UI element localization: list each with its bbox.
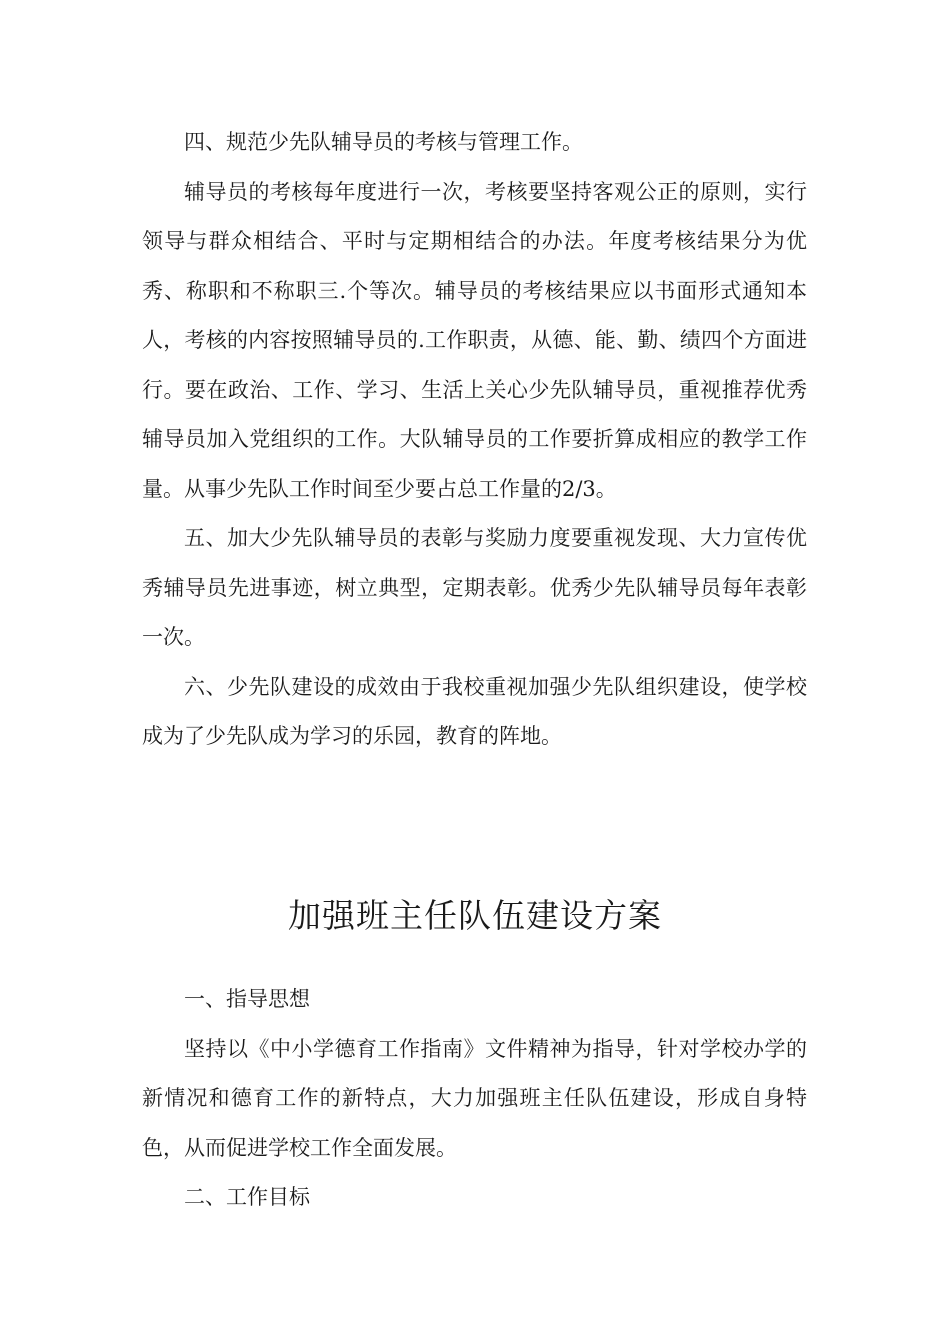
document-section-pioneer-counselors — [142, 118, 807, 762]
document-section-head-teachers — [142, 975, 807, 1223]
paragraph-effectiveness: 六、少先队建设的成效由于我校重视加强少先队组织建设，使学校成为了少先队成为学习的乐园，教育的阵地。 — [142, 674, 807, 748]
heading-assessment-management: 四、规范少先队辅导员的考核与管理工作。 — [184, 130, 583, 154]
paragraph-commendation: 五、加大少先队辅导员的表彰与奖励力度要重视发现、大力宣传优秀辅导员先进事迹，树立典型，定期表彰。优秀少先队辅导员每年表彰一次。 — [142, 526, 807, 649]
heading-guiding-ideology: 一、指导思想 — [184, 987, 310, 1011]
document-title: 加强班主任队伍建设方案 — [288, 896, 662, 935]
heading-work-goals: 二、工作目标 — [184, 1185, 310, 1209]
paragraph-guiding-ideology: 坚持以《中小学德育工作指南》文件精神为指导，针对学校办学的新情况和德育工作的新特点，大力加强班主任队伍建设，形成自身特色，从而促进学校工作全面发展。 — [142, 1036, 807, 1160]
paragraph-assessment: 辅导员的考核每年度进行一次，考核要坚持客观公正的原则，实行领导与群众相结合、平时与定期相结合的办法。年度考核结果分为优秀、称职和不称职三.个等次。辅导员的考核结果应以书面形式通知本人，考核的内容按照辅导员的.工作职责，从德、能、勤、绩四个方面进行。要在政治、工作、学习、生活上关心少先队辅导员，重视推荐优秀辅导员加入党组织的工作。大队辅导员的工作要折算成相应的教学工作量。从事少先队工作时间至少要占总工作量的2/3。 — [142, 179, 807, 501]
